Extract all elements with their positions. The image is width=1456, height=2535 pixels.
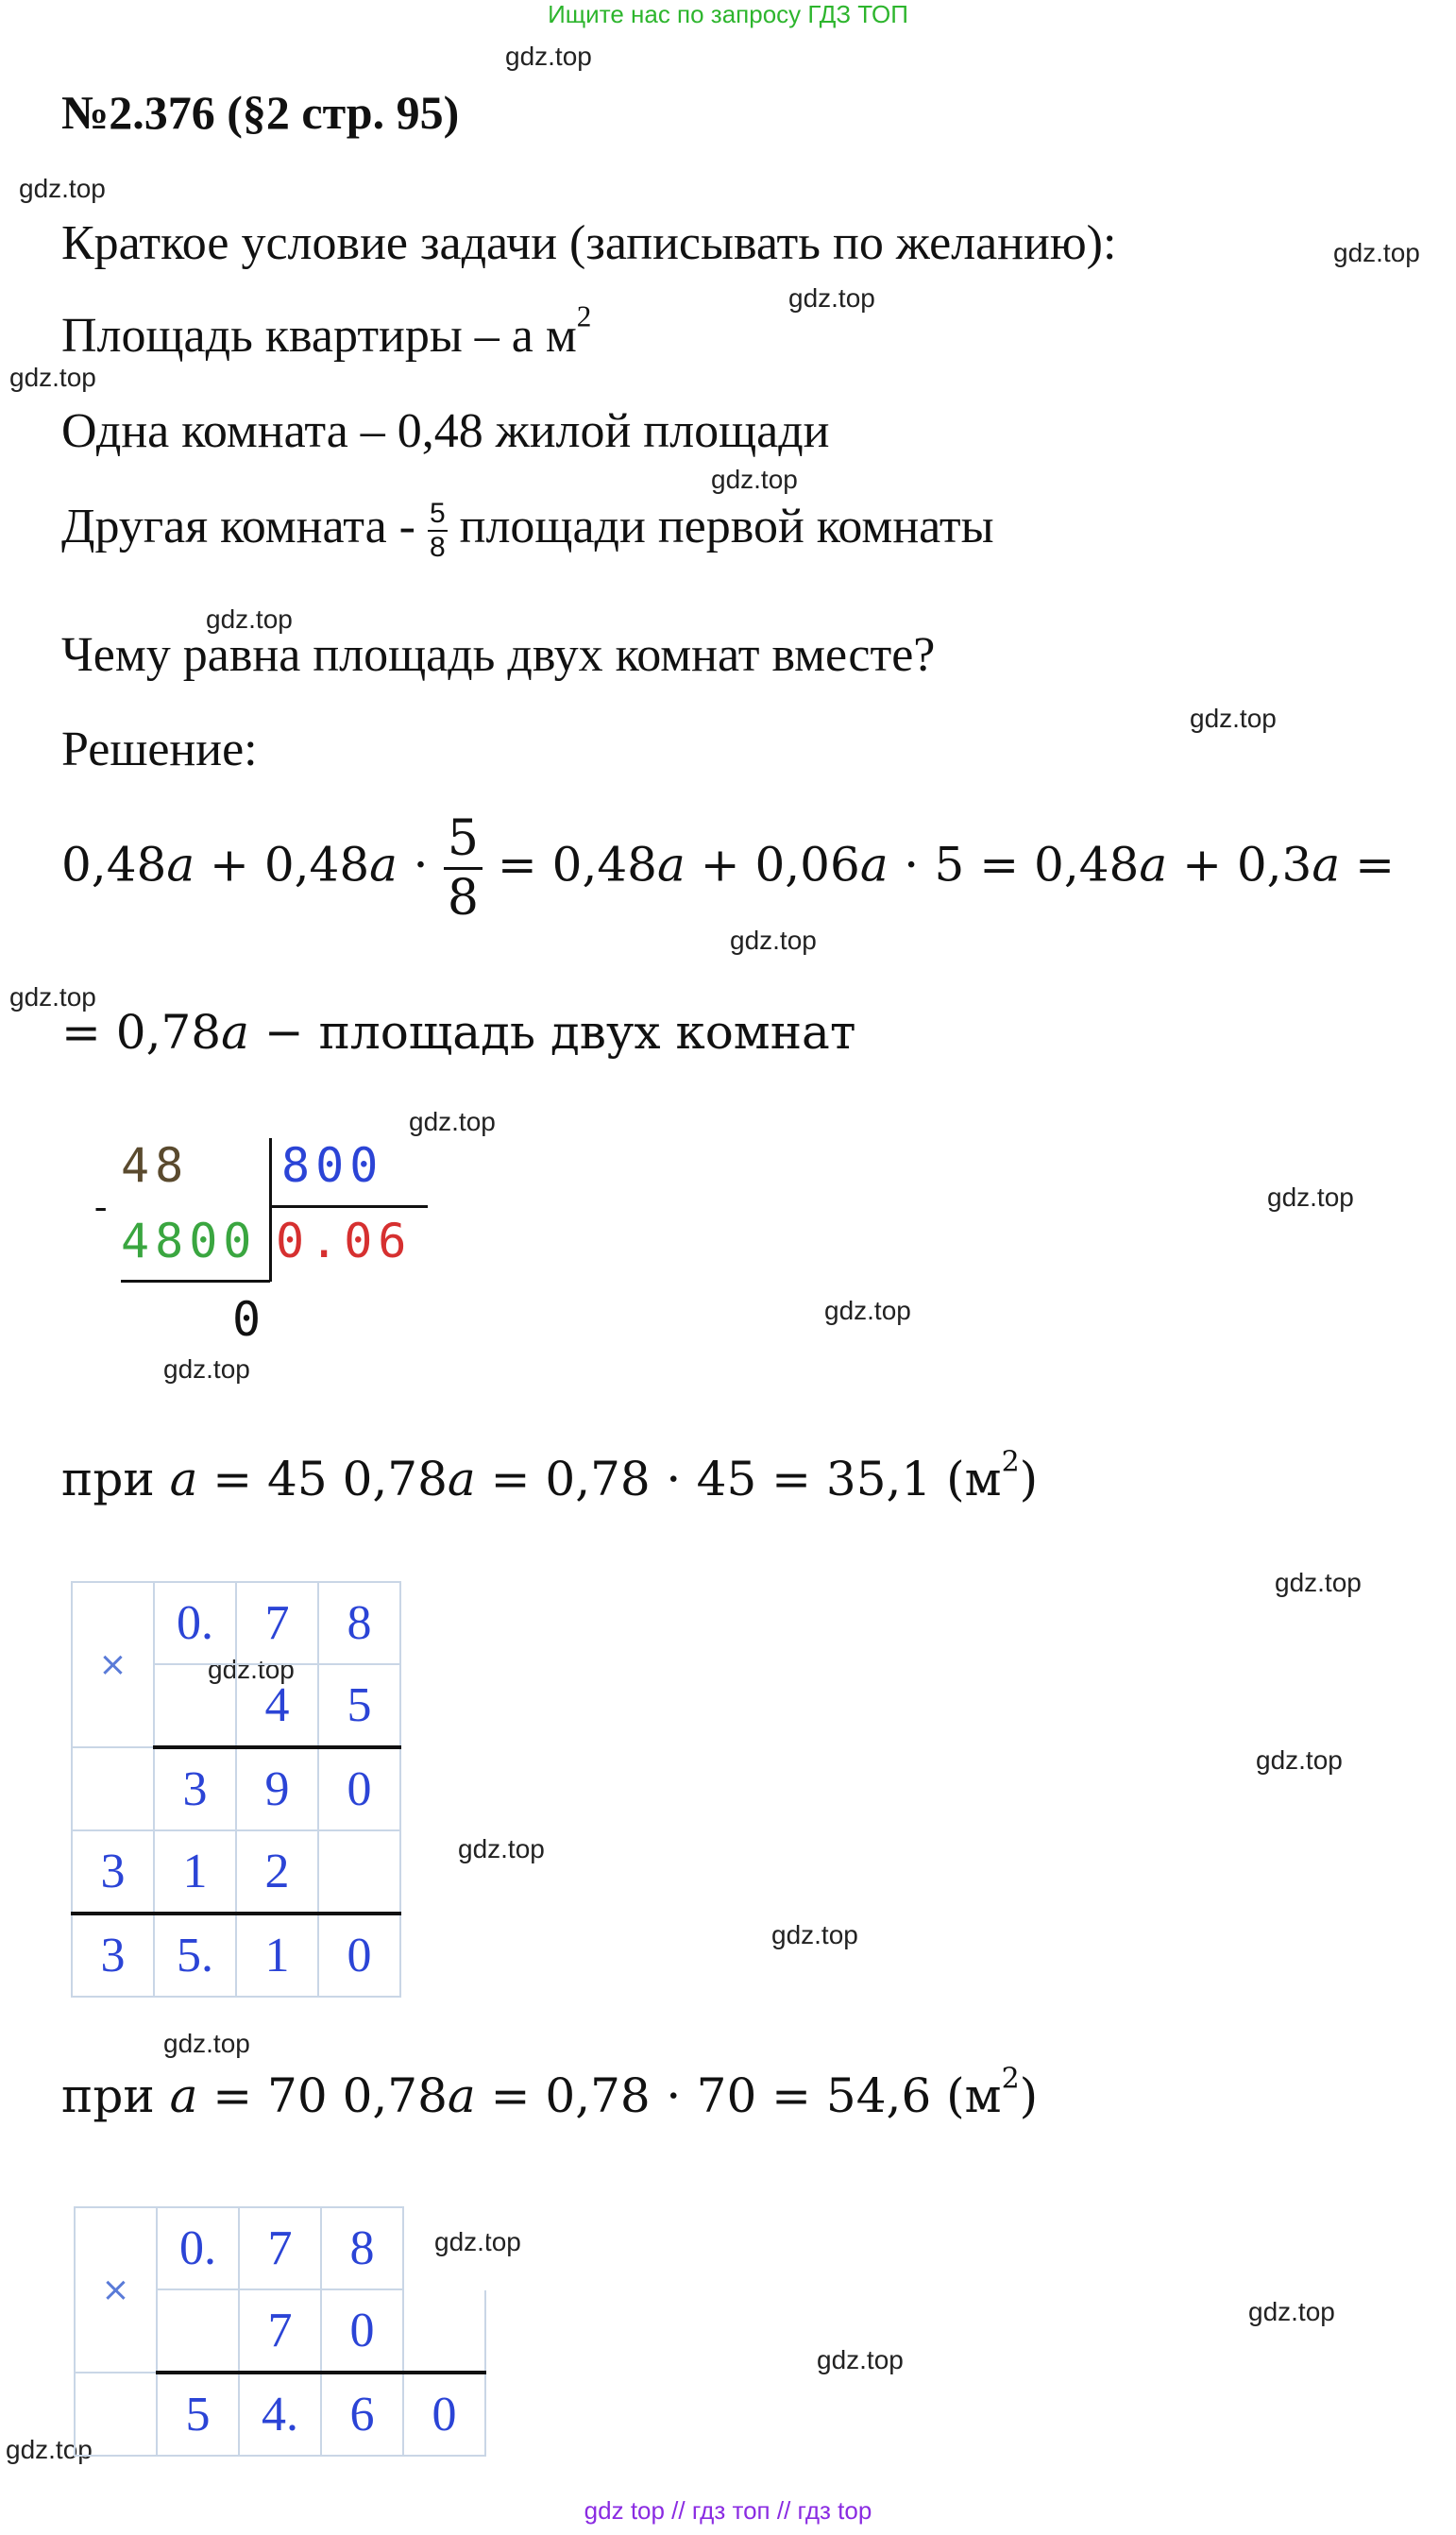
watermark: gdz.top — [1256, 1745, 1343, 1775]
condition-heading: Краткое условие задачи (записывать по желанию): — [61, 216, 1117, 270]
table-row: 3 9 0 — [72, 1747, 400, 1830]
watermark: gdz.top — [206, 604, 293, 634]
watermark: gdz.top — [771, 1920, 858, 1949]
solution-equation-1: 0,48a + 0,48a ⋅ $\frac{5}{8}$ = 0,48a + 0,06a ⋅ 5 = 0,48a + 0,3a = — [61, 810, 1395, 927]
minus-sign: - — [94, 1184, 108, 1227]
solution-heading: Решение: — [61, 723, 258, 776]
watermark: gdz.top — [711, 465, 798, 494]
watermark: gdz.top — [163, 1354, 250, 1384]
remainder: 0 — [232, 1292, 267, 1347]
watermark: gdz.top — [817, 2345, 904, 2374]
table-row: × 0. 7 8 — [75, 2207, 485, 2289]
watermark: gdz.top — [1190, 704, 1277, 733]
watermark: gdz.top — [1267, 1182, 1354, 1212]
table-row: 7 0 — [75, 2289, 485, 2373]
watermark: gdz.top — [824, 1296, 911, 1325]
dividend: 48 — [121, 1138, 190, 1193]
quotient: 0.06 — [276, 1214, 413, 1268]
table-row: 5 4. 6 0 — [75, 2373, 485, 2456]
watermark: gdz.top — [9, 363, 96, 392]
watermark: gdz.top — [434, 2227, 521, 2256]
watermark: gdz.top — [1248, 2297, 1335, 2326]
multiplication-table-70 — [74, 2206, 486, 2457]
division-vertical-line — [269, 1138, 272, 1282]
problem-title: №2.376 (§2 стр. 95) — [61, 86, 460, 139]
square-exponent: 2 — [576, 299, 592, 333]
table-row: 3 5. 1 0 — [72, 1914, 400, 1997]
table-row: × 0. 7 8 — [72, 1582, 400, 1664]
watermark: gdz.top — [208, 1655, 295, 1684]
watermark: gdz.top — [788, 283, 875, 313]
multiplication-table-45 — [71, 1581, 401, 1998]
watermark: gdz.top — [1275, 1568, 1362, 1597]
subtraction-line — [121, 1280, 270, 1283]
footer-links[interactable]: gdz top // гдз топ // гдз top — [584, 2496, 872, 2525]
search-banner[interactable]: Ищите нас по запросу ГДЗ ТОП — [548, 0, 908, 28]
watermark: gdz.top — [458, 1834, 545, 1863]
division-horizontal-line — [269, 1205, 428, 1208]
fraction-five-eighths-large: $\frac{5}{8}$ — [444, 814, 483, 923]
watermark: gdz.top — [1333, 238, 1420, 267]
table-row: 4 5 — [72, 1664, 400, 1747]
table-row: 3 1 2 — [72, 1830, 400, 1914]
condition-line-apartment: Площадь квартиры – а $м^2$ — [61, 299, 592, 363]
condition-line-room2: Другая комната - $\frac{5}{8}$ площади первой комнаты — [61, 498, 994, 564]
watermark: gdz.top — [730, 926, 817, 955]
watermark: gdz.top — [163, 2029, 250, 2058]
watermark: gdz.top — [409, 1107, 496, 1136]
divisor: 800 — [281, 1138, 384, 1193]
watermark: gdz.top — [9, 982, 96, 1012]
case-a-70: при a = 70 0,78a = 0,78 ⋅ 70 = 54,6 $(м^2)$ — [61, 2062, 1039, 2123]
multiply-sign: × — [75, 2207, 157, 2373]
subtrahend: 4800 — [121, 1214, 258, 1268]
watermark: gdz.top — [6, 2435, 93, 2464]
multiply-sign: × — [72, 1582, 154, 1747]
fraction-five-eighths: $\frac{5}{8}$ — [429, 498, 446, 564]
watermark: gdz.top — [505, 42, 592, 71]
case-a-45: при a = 45 0,78a = 0,78 ⋅ 45 = 35,1 $(м^2)$ — [61, 1445, 1039, 1506]
condition-question: Чему равна площадь двух комнат вместе? — [61, 628, 936, 682]
condition-line-room1: Одна комната – 0,48 жилой площади — [61, 404, 830, 458]
watermark: gdz.top — [19, 174, 106, 203]
solution-equation-2: = 0,78a − площадь двух комнат — [61, 1005, 856, 1060]
